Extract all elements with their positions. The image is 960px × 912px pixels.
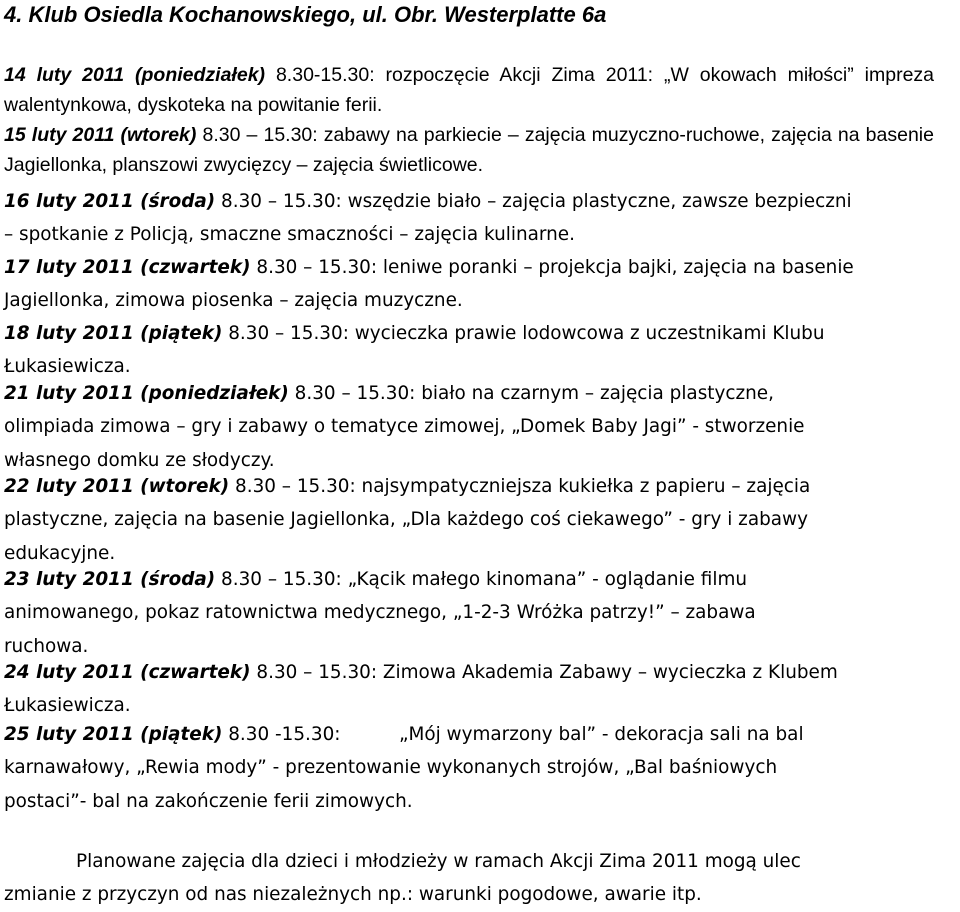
schedule-entry-feb-18 bbox=[4, 317, 934, 384]
entry-description-line: Łukasiewicza. bbox=[4, 356, 131, 378]
entry-date: 17 luty 2011 (czwartek) bbox=[4, 257, 251, 278]
entry-description-line: 8.30 – 15.30: wycieczka prawie lodowcowa z uczestnikami Klubu bbox=[222, 323, 825, 344]
notice-line: Planowane zajęcia dla dzieci i młodzieży w ramach Akcji Zima 2011 mogą ulec bbox=[76, 851, 801, 872]
entry-date: 14 luty 2011 (poniedziałek) bbox=[4, 64, 266, 86]
entry-description-line: 8.30 – 15.30: wszędzie biało – zajęcia plastyczne, zawsze bezpieczni bbox=[215, 191, 852, 212]
entry-description: 8.30-15.30: rozpoczęcie Akcji Zima 2011: „W okowach miłości” impreza walentynkowa, dyskoteka na powitanie ferii. bbox=[4, 64, 935, 116]
schedule-change-notice bbox=[4, 845, 934, 912]
entry-date: 15 luty 2011 (wtorek) bbox=[4, 124, 197, 146]
entry-description: 8.30 – 15.30: zabawy na parkiecie – zajęcia muzyczno-ruchowe, zajęcia na basenie Jagiellonka, planszowi zwycięzcy – zajęcia świetlicowe. bbox=[4, 124, 934, 176]
schedule-entry-feb-21 bbox=[4, 377, 934, 477]
entry-date: 24 luty 2011 (czwartek) bbox=[4, 662, 251, 683]
entry-description-line: animowanego, pokaz ratownictwa medycznego, „1-2-3 Wróżka patrzy!” – zabawa bbox=[4, 602, 756, 624]
entry-date: 18 luty 2011 (piątek) bbox=[4, 323, 223, 344]
schedule-entry-feb-24 bbox=[4, 656, 934, 723]
entry-description-line: 8.30 – 15.30: Zimowa Akademia Zabawy – wycieczka z Klubem bbox=[250, 662, 838, 683]
entry-date: 23 luty 2011 (środa) bbox=[4, 569, 216, 590]
entry-description-line: edukacyjne. bbox=[4, 542, 116, 564]
schedule-entry-feb-16 bbox=[4, 185, 934, 252]
entry-description-line: olimpiada zimowa – gry i zabawy o tematyce zimowej, „Domek Baby Jagi” - stworzenie bbox=[4, 416, 805, 438]
notice-line: zmianie z przyczyn od nas niezależnych np.: warunki pogodowe, awarie itp. bbox=[4, 884, 702, 906]
entry-date: 16 luty 2011 (środa) bbox=[4, 191, 216, 212]
entry-description-line: Łukasiewicza. bbox=[4, 695, 131, 717]
entry-description-line: ruchowa. bbox=[4, 635, 89, 657]
schedule-entry-feb-22 bbox=[4, 470, 934, 570]
entry-date: 22 luty 2011 (wtorek) bbox=[4, 476, 230, 497]
section-heading: 4. Klub Osiedla Kochanowskiego, ul. Obr. Westerplatte 6a bbox=[4, 2, 607, 27]
schedule-entry-feb-17 bbox=[4, 251, 934, 318]
schedule-entry-feb-23 bbox=[4, 563, 934, 663]
entry-description-line: plastyczne, zajęcia na basenie Jagiellonka, „Dla każdego coś ciekawego” - gry i zabawy bbox=[4, 509, 808, 531]
entry-description-line: Jagiellonka, zimowa piosenka – zajęcia muzyczne. bbox=[4, 290, 463, 312]
schedule-entry-feb-25 bbox=[4, 718, 934, 818]
entry-description-line: 8.30 – 15.30: leniwe poranki – projekcja bajki, zajęcia na basenie bbox=[250, 257, 854, 278]
entry-date: 21 luty 2011 (poniedziałek) bbox=[4, 383, 289, 404]
entry-description-line: 8.30 – 15.30: najsympatyczniejsza kukiełka z papieru – zajęcia bbox=[229, 476, 811, 497]
entry-description-line: 8.30 – 15.30: „Kącik małego kinomana” - oglądanie filmu bbox=[215, 569, 748, 590]
entry-description-line: 8.30 -15.30: „Mój wymarzony bal” - dekoracja sali na bal bbox=[222, 724, 804, 745]
entry-description-line: karnawałowy, „Rewia mody” - prezentowanie wykonanych strojów, „Bal baśniowych bbox=[4, 757, 778, 779]
entry-description-line: 8.30 – 15.30: biało na czarnym – zajęcia plastyczne, bbox=[288, 383, 774, 404]
entry-date: 25 luty 2011 (piątek) bbox=[4, 724, 223, 745]
entry-description-line: postaci”- bal na zakończenie ferii zimowych. bbox=[4, 790, 413, 812]
schedule-entry-feb-15 bbox=[4, 120, 934, 180]
entry-description-line: – spotkanie z Policją, smaczne smaczności – zajęcia kulinarne. bbox=[4, 224, 575, 246]
entry-description-line: własnego domku ze słodyczy. bbox=[4, 449, 275, 471]
schedule-entry-feb-14 bbox=[4, 60, 934, 120]
